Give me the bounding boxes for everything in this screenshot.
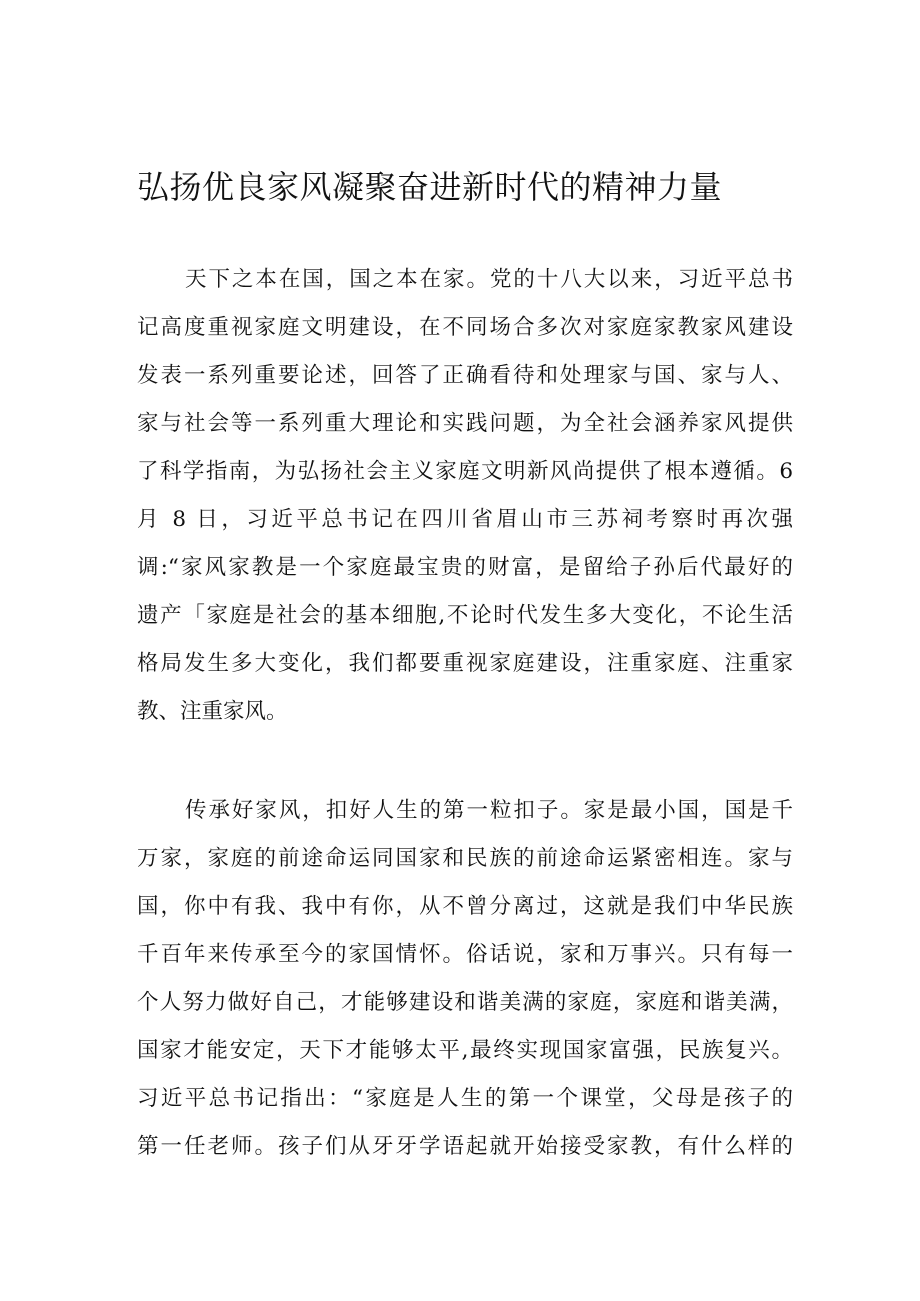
paragraph-line: 个人努力做好自己，才能够建设和谐美满的家庭，家庭和谐美满， [137, 990, 793, 1015]
paragraph-line: 调:“家风家教是一个家庭最宝贵的财富，是留给子孙后代最好的 [137, 555, 793, 580]
paragraph-line: 了科学指南，为弘扬社会主义家庭文明新风尚提供了根本遵循。6 [137, 459, 793, 484]
paragraph-line: 发表一系列重要论述，回答了正确看待和处理家与国、家与人、 [137, 363, 793, 388]
paragraph-line: 格局发生多大变化，我们都要重视家庭建设，注重家庭、注重家 [137, 651, 793, 676]
paragraph-line: 家与社会等一系列重大理论和实践问题，为全社会涵养家风提供 [137, 411, 793, 436]
paragraph-1 [137, 256, 793, 736]
paragraph-line: 第一任老师。孩子们从牙牙学语起就开始接受家教，有什么样的 [137, 1134, 793, 1159]
paragraph-line: 教、注重家风。 [137, 699, 288, 724]
paragraph-line: 月 8 日，习近平总书记在四川省眉山市三苏祠考察时再次强 [137, 507, 793, 532]
paragraph-line: 千百年来传承至今的家国情怀。俗话说，家和万事兴。只有每一 [137, 942, 793, 967]
paragraph-line: 传承好家风，扣好人生的第一粒扣子。家是最小国，国是千 [185, 798, 793, 823]
paragraph-line: 天下之本在国，国之本在家。党的十八大以来，习近平总书 [185, 267, 793, 292]
paragraph-line: 国，你中有我、我中有你，从不曾分离过，这就是我们中华民族 [137, 894, 793, 919]
paragraph-line: 遗产「家庭是社会的基本细胞,不论时代发生多大变化，不论生活 [137, 603, 793, 628]
paragraph-line: 国家才能安定，天下才能够太平,最终实现国家富强，民族复兴。 [137, 1038, 793, 1063]
paragraph-line: 万家，家庭的前途命运同国家和民族的前途命运紧密相连。家与 [137, 846, 793, 871]
paragraph-line: 记高度重视家庭文明建设，在不同场合多次对家庭家教家风建设 [137, 315, 793, 340]
document-title: 弘扬优良家风凝聚奋进新时代的精神力量 [137, 168, 723, 206]
paragraph-2 [137, 787, 793, 1171]
paragraph-line: 习近平总书记指出：“家庭是人生的第一个课堂，父母是孩子的 [137, 1086, 793, 1111]
